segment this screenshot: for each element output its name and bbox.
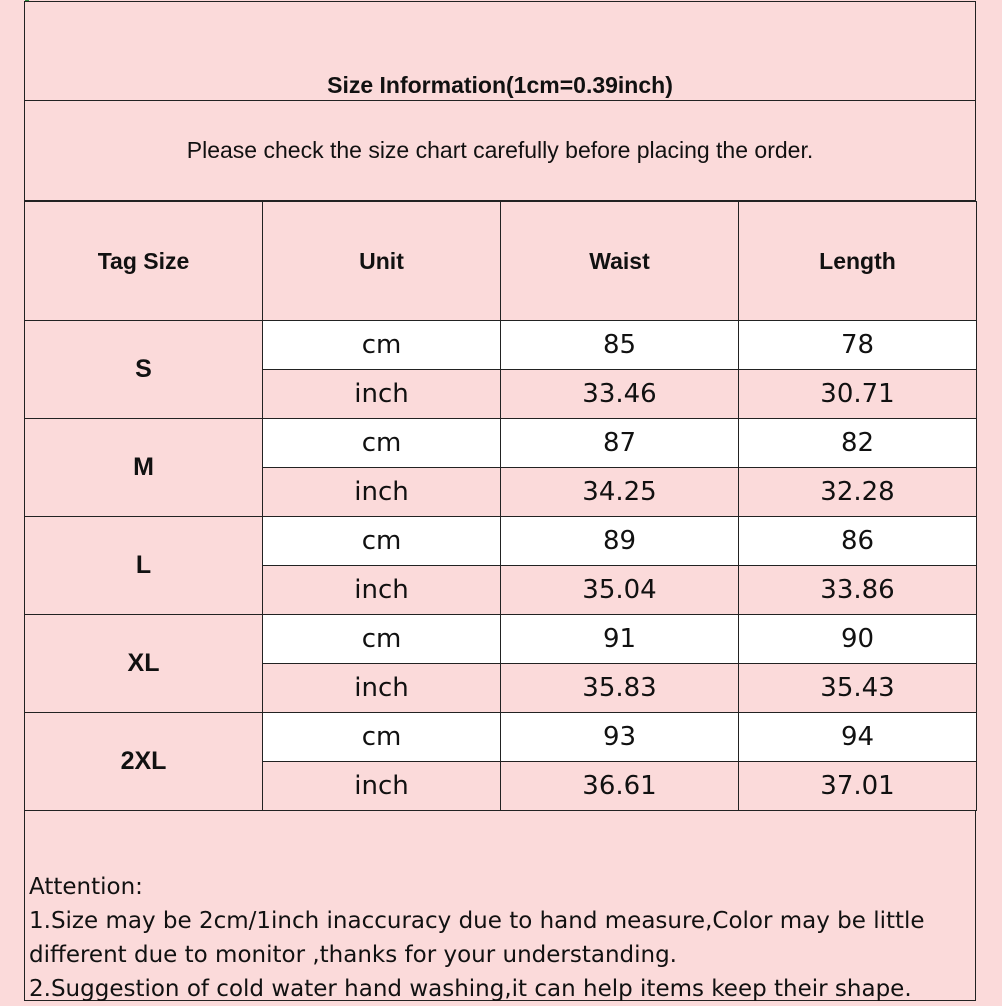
waist-cell: 33.46 (501, 370, 739, 419)
attention-notes (29, 870, 969, 1006)
waist-cell: 35.83 (501, 664, 739, 713)
waist-cell: 89 (501, 517, 739, 566)
unit-cell: inch (263, 664, 501, 713)
unit-cell: inch (263, 762, 501, 811)
waist-cell: 35.04 (501, 566, 739, 615)
unit-cell: cm (263, 615, 501, 664)
length-cell: 30.71 (739, 370, 977, 419)
table-row (25, 321, 977, 370)
waist-cell: 87 (501, 419, 739, 468)
subtitle-row (25, 101, 975, 201)
table-row (25, 517, 977, 566)
column-header-unit: Unit (263, 202, 501, 321)
waist-cell: 34.25 (501, 468, 739, 517)
column-header-tag-size: Tag Size (25, 202, 263, 321)
attention-heading: Attention: (29, 874, 143, 900)
table-header-row (25, 202, 977, 321)
waist-cell: 85 (501, 321, 739, 370)
length-cell: 37.01 (739, 762, 977, 811)
unit-cell: inch (263, 566, 501, 615)
unit-cell: inch (263, 468, 501, 517)
unit-cell: cm (263, 321, 501, 370)
length-cell: 82 (739, 419, 977, 468)
table-row (25, 419, 977, 468)
waist-cell: 91 (501, 615, 739, 664)
length-cell: 94 (739, 713, 977, 762)
title-row (25, 2, 975, 101)
page-title: Size Information(1cm=0.39inch) (327, 72, 673, 98)
length-cell: 32.28 (739, 468, 977, 517)
attention-line: different due to monitor ,thanks for your understanding. (29, 942, 677, 968)
length-cell: 86 (739, 517, 977, 566)
tag-size-cell: S (25, 321, 263, 419)
table-row (25, 713, 977, 762)
length-cell: 33.86 (739, 566, 977, 615)
waist-cell: 36.61 (501, 762, 739, 811)
unit-cell: cm (263, 713, 501, 762)
tag-size-cell: 2XL (25, 713, 263, 811)
length-cell: 90 (739, 615, 977, 664)
size-table (24, 201, 977, 811)
attention-line: 1.Size may be 2cm/1inch inaccuracy due to hand measure,Color may be little (29, 908, 925, 934)
tag-size-cell: M (25, 419, 263, 517)
size-chart-sheet (24, 1, 976, 1001)
table-row (25, 615, 977, 664)
column-header-length: Length (739, 202, 977, 321)
attention-line: 2.Suggestion of cold water hand washing,it can help items keep their shape. (29, 976, 912, 1002)
unit-cell: cm (263, 517, 501, 566)
length-cell: 35.43 (739, 664, 977, 713)
unit-cell: inch (263, 370, 501, 419)
unit-cell: cm (263, 419, 501, 468)
column-header-waist: Waist (501, 202, 739, 321)
tag-size-cell: XL (25, 615, 263, 713)
waist-cell: 93 (501, 713, 739, 762)
page-subtitle: Please check the size chart carefully before placing the order. (186, 137, 814, 163)
tag-size-cell: L (25, 517, 263, 615)
length-cell: 78 (739, 321, 977, 370)
